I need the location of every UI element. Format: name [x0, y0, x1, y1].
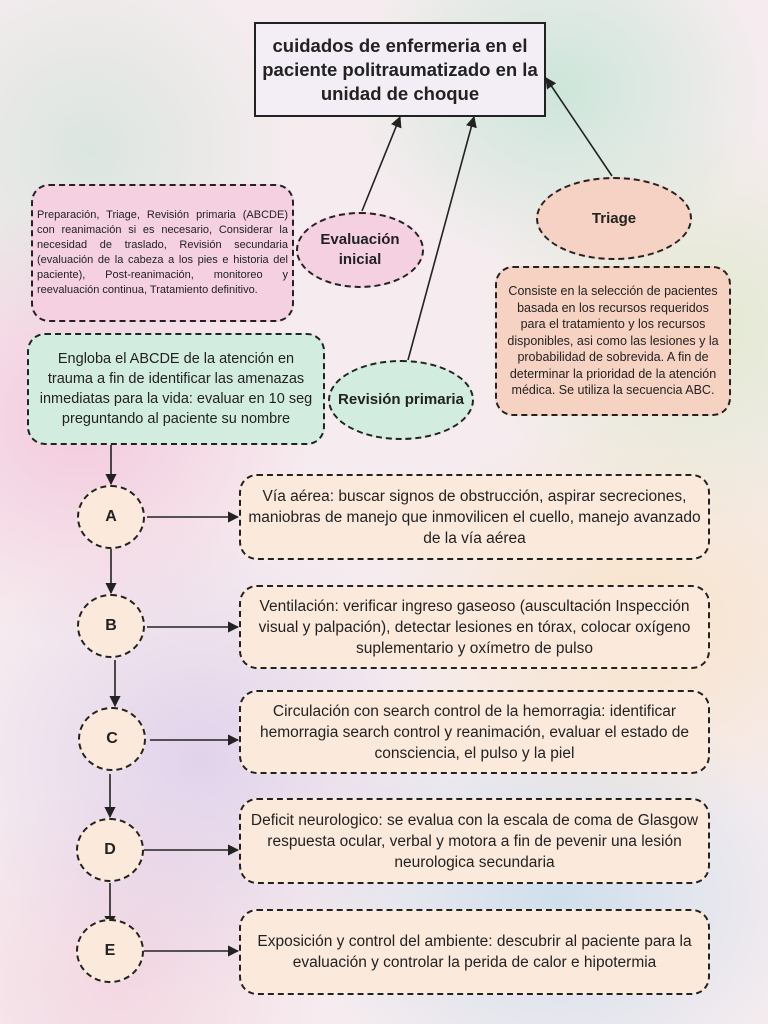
step-b-description: Ventilación: verificar ingreso gaseoso (auscultación Inspección visual y palpación), detectar lesiones en tórax, colocar oxígeno suplementario y oxímetro de pulso	[239, 585, 710, 669]
step-e-description: Exposición y control del ambiente: descubrir al paciente para la evaluación y controlar la perida de calor e hipotermia	[239, 909, 710, 995]
step-c-node: C	[78, 707, 146, 771]
arrow-eval-to-title	[362, 117, 400, 211]
step-a-description: Vía aérea: buscar signos de obstrucción, aspirar secreciones, maniobras de manejo que inmovilicen el cuello, manejo avanzado de la vía aérea	[239, 474, 710, 560]
diagram-title: cuidados de enfermeria en el paciente politraumatizado en la unidad de choque	[254, 22, 546, 117]
step-e-node: E	[76, 919, 144, 983]
evaluacion-inicial-text: Preparación, Triage, Revisión primaria (ABCDE) con reanimación si es necesario, Considerar la necesidad de traslado, Revisión secundaria (evaluación de la cabeza a los pies e historia del paciente), Post-reanimación, monitoreo y reevaluación continua, Tratamiento definitivo.	[37, 209, 288, 296]
triage-node: Triage	[536, 177, 692, 260]
step-c-description: Circulación con search control de la hemorragia: identificar hemorragia search control y reanimación, evaluar el estado de consciencia, el pulso y la piel	[239, 690, 710, 774]
step-a-node: A	[77, 485, 145, 549]
evaluacion-inicial-description	[31, 184, 294, 322]
step-d-description: Deficit neurologico: se evalua con la escala de coma de Glasgow respuesta ocular, verbal y motora a fin de pevenir una lesión neurologica secundaria	[239, 798, 710, 884]
evaluacion-inicial-node: Evaluación inicial	[296, 212, 424, 288]
step-d-node: D	[76, 818, 144, 882]
revision-primaria-node: Revisión primaria	[328, 360, 474, 440]
arrow-triage-to-title	[546, 78, 612, 176]
step-b-node: B	[77, 594, 145, 658]
triage-description: Consiste en la selección de pacientes basada en los recursos requeridos para el tratamiento y los recursos disponibles, asi como las lesiones y la probabilidad de sobrevida. A fin de determinar la prioridad de la atención médica. Se utiliza la secuencia ABC.	[495, 266, 731, 416]
revision-primaria-description: Engloba el ABCDE de la atención en trauma a fin de identificar las amenazas inmediatas para la vida: evaluar en 10 seg preguntando al paciente su nombre	[27, 333, 325, 445]
